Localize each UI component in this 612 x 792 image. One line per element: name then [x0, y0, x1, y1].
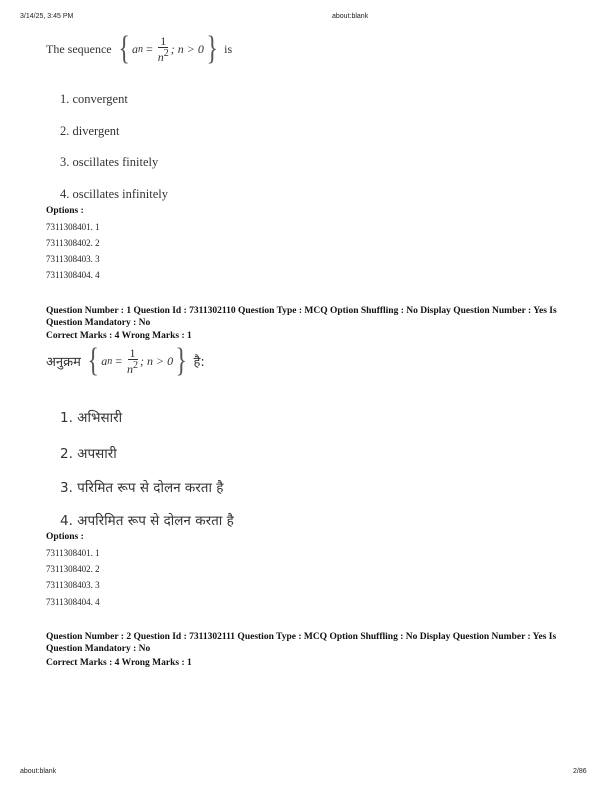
left-brace: {: [118, 30, 130, 67]
formula-fraction: [127, 347, 138, 375]
question-stem: [46, 32, 232, 66]
right-brace: }: [206, 30, 218, 67]
formula-numerator: 1: [129, 346, 136, 360]
formula-subscript: n: [107, 355, 113, 367]
option-1: 1. convergent: [60, 92, 128, 106]
question-stem-suffix: is: [224, 41, 233, 56]
question-stem-prefix: The sequence: [46, 41, 112, 56]
question-meta: Question Number : 1 Question Id : 7311302110 Question Type : MCQ Option Shuffling : No Display Question Number : Yes Is Question Mandatory : No: [46, 306, 557, 328]
formula-equals: =: [115, 353, 123, 368]
options-label: Options :: [46, 532, 84, 542]
formula-subscript: n: [137, 43, 143, 55]
option-3: 3. oscillates finitely: [60, 155, 159, 169]
formula-condition: ; n > 0: [170, 41, 204, 56]
print-page-title: about:blank: [332, 13, 369, 20]
print-url: about:blank: [20, 768, 57, 775]
question-stem: [46, 344, 205, 378]
right-brace: }: [175, 342, 187, 379]
option-code: 7311308401. 1: [46, 548, 100, 558]
question-stem-suffix: है:: [193, 355, 205, 370]
option-4: 4. oscillates infinitely: [60, 187, 168, 201]
question-marks: Correct Marks : 4 Wrong Marks : 1: [46, 658, 192, 668]
option-2: 2. divergent: [60, 124, 120, 138]
formula-equals: =: [145, 41, 153, 56]
option-code: 7311308404. 4: [46, 270, 100, 280]
formula-fraction: [158, 35, 169, 63]
option-1: 1. अभिसारी: [60, 410, 123, 426]
question-stem-prefix: अनुक्रम: [46, 355, 81, 370]
option-3: 3. परिमित रूप से दोलन करता है: [60, 480, 224, 496]
formula-denominator: $n^2$: [127, 360, 139, 376]
print-datetime: 3/14/25, 3:45 PM: [20, 13, 74, 20]
option-code: 7311308403. 3: [46, 580, 100, 590]
option-4: 4. अपरिमित रूप से दोलन करता है: [60, 513, 234, 529]
sequence-formula: [85, 344, 190, 378]
option-code: 7311308402. 2: [46, 564, 100, 574]
options-label: Options :: [46, 206, 84, 216]
option-code: 7311308401. 1: [46, 222, 100, 232]
formula-denominator: $n^2$: [157, 48, 169, 64]
option-2: 2. अपसारी: [60, 446, 117, 462]
question-meta: Question Number : 2 Question Id : 7311302111 Question Type : MCQ Option Shuffling : No Display Question Number : Yes Is Question Mandatory : No: [46, 632, 557, 654]
sequence-formula: [116, 32, 221, 66]
formula-variable: a: [131, 41, 138, 56]
formula-condition: ; n > 0: [140, 353, 174, 368]
left-brace: {: [87, 342, 99, 379]
option-code: 7311308404. 4: [46, 597, 100, 607]
option-code: 7311308403. 3: [46, 254, 100, 264]
formula-variable: a: [101, 353, 108, 368]
question-marks: Correct Marks : 4 Wrong Marks : 1: [46, 331, 192, 341]
option-code: 7311308402. 2: [46, 238, 100, 248]
page-number: 2/86: [573, 768, 587, 775]
formula-numerator: 1: [160, 34, 167, 48]
